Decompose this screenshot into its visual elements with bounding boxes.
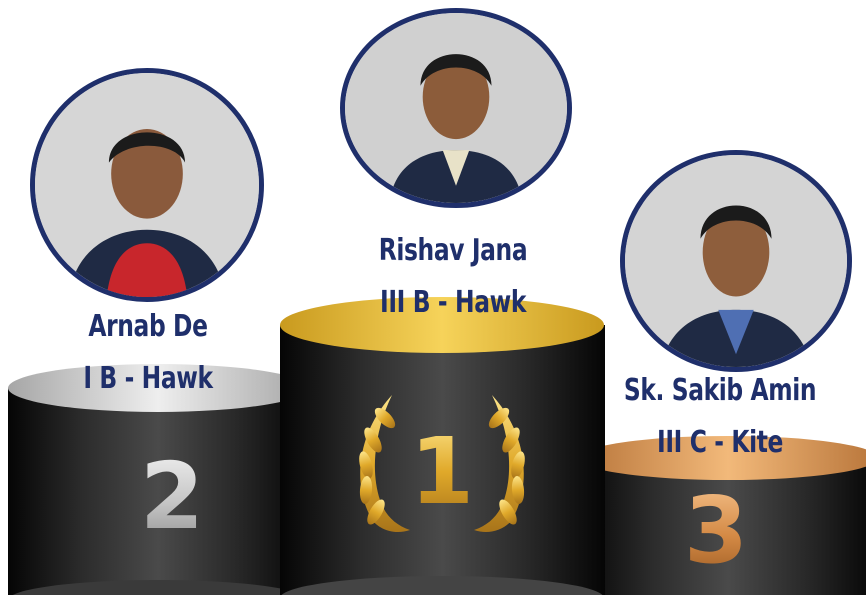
third-place-name: Sk. Sakib Amin [623, 373, 817, 408]
avatar-third-place [620, 150, 852, 372]
first-place-class: III B - Hawk [380, 285, 526, 320]
student-photo-placeholder-icon [625, 155, 847, 367]
third-place-class: III C - Kite [657, 425, 783, 460]
second-place-class: I B - Hawk [83, 361, 213, 396]
student-photo-placeholder-icon [35, 73, 259, 297]
rank-second-number: 2 [139, 443, 205, 550]
first-place-name: Rishav Jana [378, 233, 528, 268]
rank-first-number: 1 [409, 418, 475, 525]
rank-third-number: 3 [683, 477, 749, 584]
avatar-second-place [30, 68, 264, 302]
second-place-name: Arnab De [88, 309, 208, 344]
student-photo-placeholder-icon [345, 13, 567, 203]
avatar-first-place [340, 8, 572, 208]
